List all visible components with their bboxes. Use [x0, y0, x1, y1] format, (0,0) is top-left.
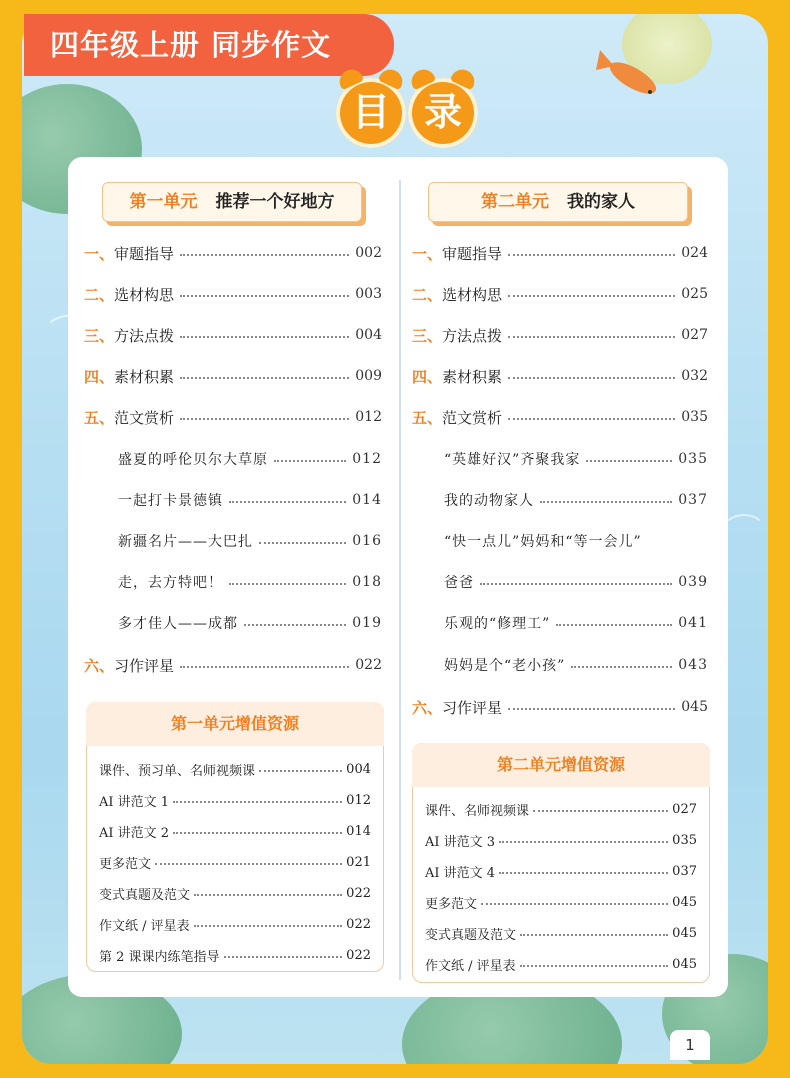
toc-subentry[interactable]	[444, 612, 708, 634]
entry-page: 003	[355, 286, 382, 302]
toc-subentry[interactable]	[444, 571, 708, 593]
resource-row[interactable]	[425, 923, 697, 943]
entry-label: 审题指导	[114, 244, 175, 263]
resource-row[interactable]	[425, 861, 697, 881]
entry-page: 009	[355, 368, 382, 384]
toc-entry[interactable]	[84, 242, 382, 264]
subentry-page: 012	[352, 451, 382, 467]
resources-title: 第一单元增值资源	[86, 702, 384, 746]
entry-label: 范文赏析	[442, 408, 503, 427]
entry-page: 027	[681, 327, 708, 343]
resource-page: 022	[346, 885, 371, 901]
entry-number: 六、	[84, 656, 115, 675]
entry-number: 五、	[412, 408, 443, 427]
entry-page: 012	[355, 409, 382, 425]
toc-entry[interactable]	[412, 283, 708, 305]
resource-label: 变式真题及范文	[99, 887, 191, 903]
entry-page: 035	[681, 409, 708, 425]
entry-number: 二、	[412, 285, 443, 304]
toc-entry[interactable]	[412, 696, 708, 718]
subentry-page: 016	[352, 533, 382, 549]
entry-number: 三、	[84, 326, 115, 345]
subentry-label: 多才佳人——成都	[118, 616, 238, 632]
resource-label: 更多范文	[425, 896, 478, 912]
entry-page: 024	[681, 245, 708, 261]
toc-subentry[interactable]	[118, 489, 382, 511]
toc-entry[interactable]	[84, 324, 382, 346]
resource-label: AI 讲范文 1	[99, 794, 170, 810]
resource-page: 045	[672, 956, 697, 972]
toc-title-char: 目	[351, 90, 390, 134]
subentry-page: 037	[678, 492, 708, 508]
entry-number: 一、	[84, 244, 115, 263]
column-divider	[399, 180, 401, 980]
subentry-label: “快一点儿”妈妈和“等一会儿”	[444, 534, 642, 550]
entry-label: 习作评星	[442, 698, 503, 717]
toc-subentry[interactable]	[444, 448, 708, 470]
subentry-label: 爸爸	[444, 575, 474, 591]
entry-number: 四、	[412, 367, 443, 386]
resource-row[interactable]	[99, 852, 371, 872]
entry-label: 方法点拨	[114, 326, 175, 345]
toc-entry[interactable]	[84, 406, 382, 428]
resource-row[interactable]	[99, 914, 371, 934]
resource-row[interactable]	[99, 945, 371, 965]
subentry-label: 我的动物家人	[444, 493, 534, 509]
resource-page: 045	[672, 894, 697, 910]
toc-subentry[interactable]	[118, 448, 382, 470]
entry-label: 审题指导	[442, 244, 503, 263]
resource-row[interactable]	[425, 892, 697, 912]
entry-label: 选材构思	[442, 285, 503, 304]
resource-page: 012	[346, 792, 371, 808]
subentry-label: 一起打卡景德镇	[118, 493, 223, 509]
subentry-label: 妈妈是个“老小孩”	[444, 658, 566, 674]
entry-number: 五、	[84, 408, 115, 427]
toc-subentry[interactable]	[118, 530, 382, 552]
entry-label: 方法点拨	[442, 326, 503, 345]
subentry-label: 走，去方特吧！	[118, 575, 223, 591]
toc-subentry[interactable]	[118, 612, 382, 634]
unit2-name: 我的家人	[567, 192, 635, 212]
entry-label: 选材构思	[114, 285, 175, 304]
resource-page: 027	[672, 801, 697, 817]
entry-page: 045	[681, 699, 708, 715]
toc-entry[interactable]	[412, 365, 708, 387]
toc-entry[interactable]	[412, 242, 708, 264]
resource-page: 004	[346, 761, 371, 777]
resource-page: 022	[346, 947, 371, 963]
entry-page: 032	[681, 368, 708, 384]
toc-clock-icon-left	[336, 78, 406, 148]
resource-row[interactable]	[425, 954, 697, 974]
koi-fish-illustration	[588, 40, 668, 110]
resource-label: AI 讲范文 3	[425, 834, 496, 850]
entry-page: 025	[681, 286, 708, 302]
resource-page: 014	[346, 823, 371, 839]
resource-row[interactable]	[425, 799, 697, 819]
toc-entry[interactable]	[84, 365, 382, 387]
unit2-resources-box	[412, 743, 710, 983]
subentry-label: 新疆名片——大巴扎	[118, 534, 253, 550]
resource-page: 037	[672, 863, 697, 879]
entry-number: 一、	[412, 244, 443, 263]
unit1-name: 推荐一个好地方	[215, 192, 335, 212]
toc-subentry[interactable]	[118, 571, 382, 593]
resource-label: AI 讲范文 2	[99, 825, 170, 841]
water-ripple	[722, 514, 766, 548]
toc-entry[interactable]	[84, 283, 382, 305]
subentry-page: 019	[352, 615, 382, 631]
resource-label: 作文纸 / 评星表	[99, 918, 190, 934]
unit1-label: 第一单元	[129, 192, 198, 212]
resource-row[interactable]	[99, 759, 371, 779]
unit1-header	[102, 182, 362, 222]
resource-label: AI 讲范文 4	[425, 865, 496, 881]
resource-label: 作文纸 / 评星表	[425, 958, 516, 974]
resources-title: 第二单元增值资源	[412, 743, 710, 787]
unit2-label: 第二单元	[481, 192, 549, 212]
unit1-resources-box	[86, 702, 384, 972]
toc-clock-icon-right	[408, 78, 478, 148]
subentry-label: 乐观的“修理工”	[444, 616, 551, 632]
entry-page: 022	[355, 657, 382, 673]
resource-row[interactable]	[99, 883, 371, 903]
resource-row[interactable]	[425, 830, 697, 850]
toc-title-char: 录	[423, 90, 462, 134]
subentry-page: 043	[678, 657, 708, 673]
toc-entry[interactable]	[412, 324, 708, 346]
subentry-page: 041	[678, 615, 708, 631]
toc-subentry[interactable]	[444, 654, 708, 676]
subentry-page: 039	[678, 574, 708, 590]
resource-label: 第 2 课课内练笔指导	[99, 949, 220, 965]
page-number: 1	[670, 1030, 710, 1060]
resource-label: 课件、名师视频课	[425, 803, 530, 819]
toc-subentry[interactable]	[444, 530, 708, 552]
entry-page: 004	[355, 327, 382, 343]
resource-page: 021	[346, 854, 371, 870]
entry-label: 范文赏析	[114, 408, 175, 427]
entry-number: 六、	[412, 698, 443, 717]
subentry-page: 014	[352, 492, 382, 508]
book-title-banner: 四年级上册 同步作文	[24, 14, 394, 76]
subentry-label: 盛夏的呼伦贝尔大草原	[118, 452, 268, 468]
resource-label: 更多范文	[99, 856, 152, 872]
resource-page: 035	[672, 832, 697, 848]
resource-label: 变式真题及范文	[425, 927, 517, 943]
entry-label: 习作评星	[114, 656, 175, 675]
entry-number: 二、	[84, 285, 115, 304]
unit2-header	[428, 182, 688, 222]
resource-row[interactable]	[99, 790, 371, 810]
toc-subentry[interactable]	[444, 489, 708, 511]
entry-label: 素材积累	[114, 367, 175, 386]
toc-entry[interactable]	[84, 654, 382, 676]
resource-row[interactable]	[99, 821, 371, 841]
toc-entry[interactable]	[412, 406, 708, 428]
resource-page: 022	[346, 916, 371, 932]
entry-number: 四、	[84, 367, 115, 386]
subentry-label: “英雄好汉”齐聚我家	[444, 452, 581, 468]
resource-page: 045	[672, 925, 697, 941]
subentry-page: 018	[352, 574, 382, 590]
entry-label: 素材积累	[442, 367, 503, 386]
entry-page: 002	[355, 245, 382, 261]
entry-number: 三、	[412, 326, 443, 345]
subentry-page: 035	[678, 451, 708, 467]
resource-label: 课件、预习单、名师视频课	[99, 763, 256, 779]
